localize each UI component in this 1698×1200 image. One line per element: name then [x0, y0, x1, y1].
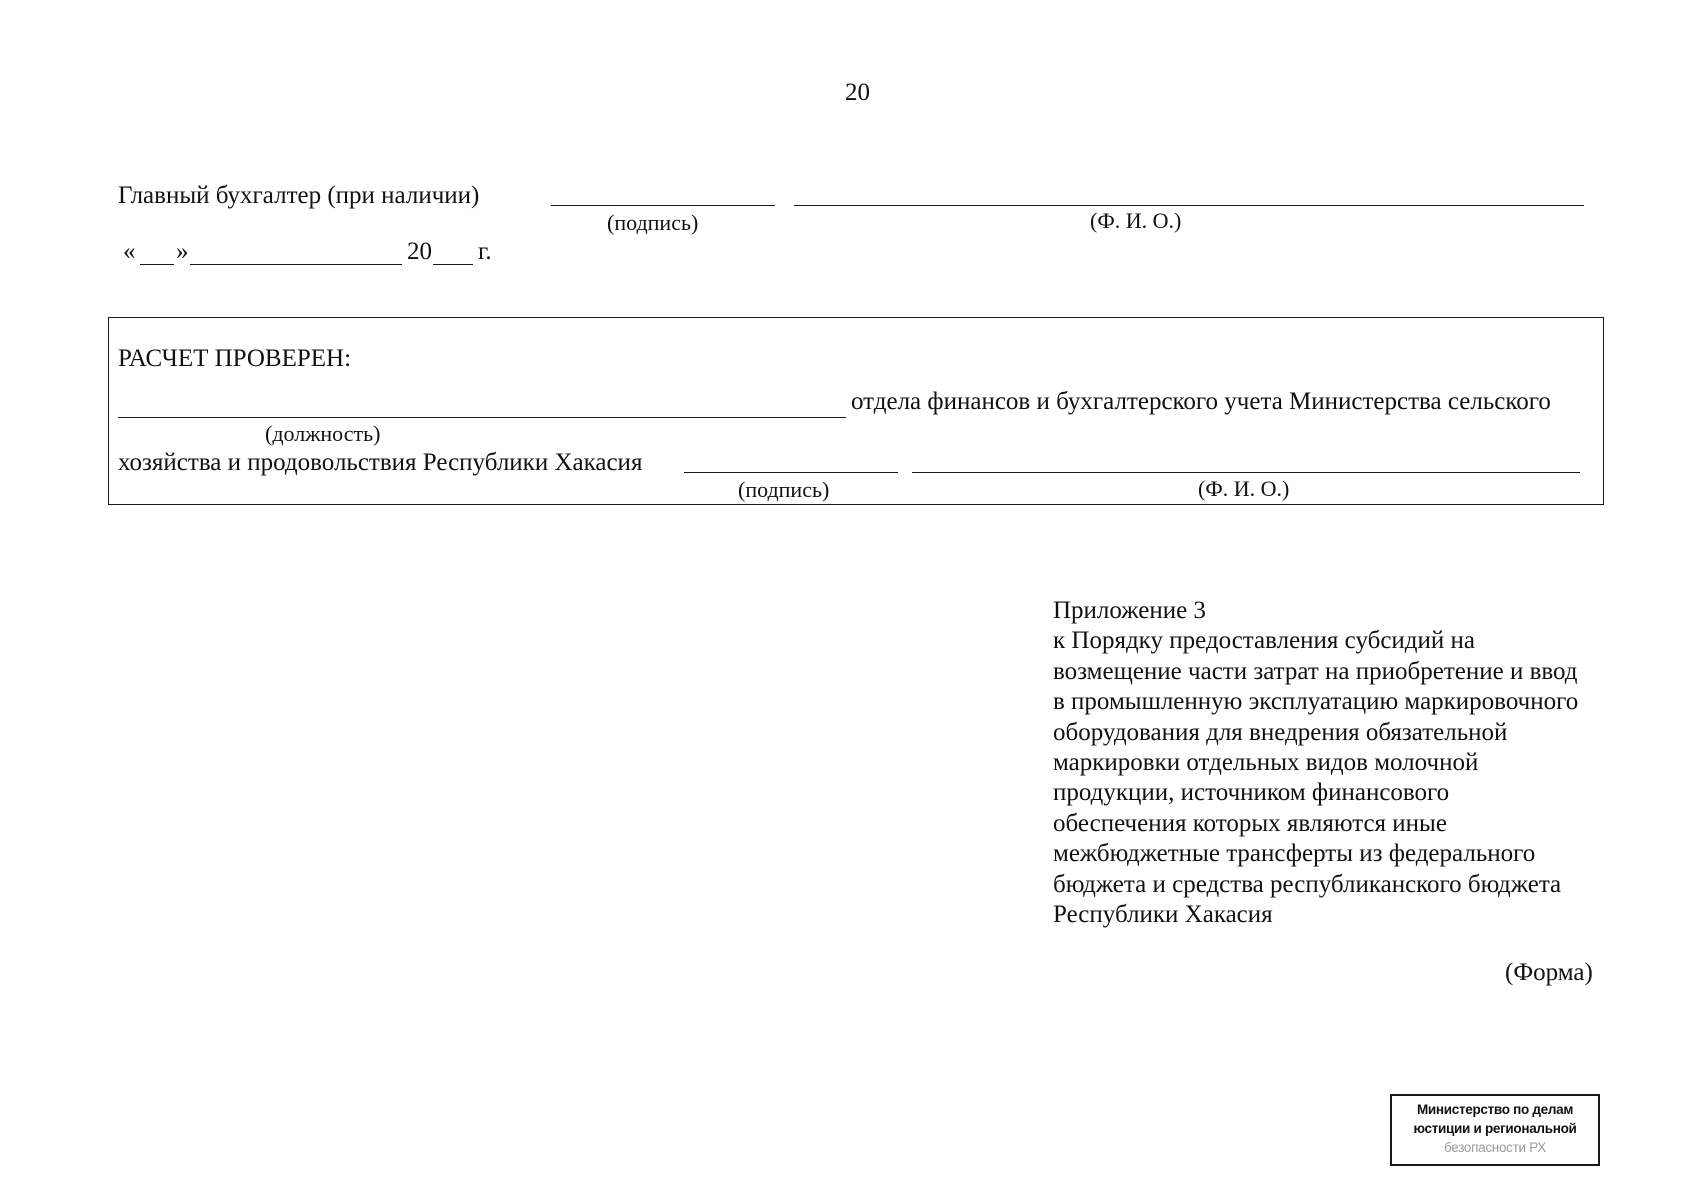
- chief-accountant-label: Главный бухгалтер (при наличии): [118, 182, 480, 209]
- stamp-line: безопасности РХ: [1444, 1140, 1546, 1155]
- page-number: 20: [845, 79, 870, 106]
- year-prefix: 20: [407, 238, 432, 265]
- name-line: [794, 205, 1584, 206]
- verifier-signature-line: [684, 472, 898, 473]
- appendix-line: продукции, источником финансового: [1053, 779, 1450, 807]
- day-line: [140, 264, 174, 265]
- stamp-line: юстиции и региональной: [1413, 1121, 1577, 1136]
- name-caption: (Ф. И. О.): [1090, 208, 1182, 233]
- appendix-line: бюджета и средства республиканского бюджета: [1053, 870, 1562, 898]
- verifier-name-line: [912, 472, 1580, 473]
- signature-line: [551, 205, 775, 206]
- appendix-line: в промышленную эксплуатацию маркировочного: [1053, 688, 1579, 716]
- signature-caption: (подпись): [607, 210, 699, 235]
- appendix-line: оборудования для внедрения обязательной: [1053, 718, 1508, 746]
- appendix-line: возмещение части затрат на приобретение и ввод: [1053, 657, 1578, 685]
- appendix-line: к Порядку предоставления субсидий на: [1053, 627, 1476, 655]
- month-line: [190, 264, 402, 265]
- verifier-signature-caption: (подпись): [738, 477, 830, 502]
- year-suffix: г.: [478, 238, 492, 265]
- date-open-quote: «: [123, 238, 136, 265]
- verifier-name-caption: (Ф. И. О.): [1198, 476, 1290, 501]
- appendix-header: [1053, 596, 1613, 930]
- appendix-line: обеспечения которых являются иные: [1053, 809, 1447, 837]
- registration-stamp: [1390, 1094, 1600, 1166]
- appendix-line: Республики Хакасия: [1053, 901, 1273, 929]
- appendix-line: маркировки отдельных видов молочной: [1053, 749, 1479, 777]
- verification-title: РАСЧЕТ ПРОВЕРЕН:: [118, 345, 352, 372]
- date-close-quote: »: [176, 238, 189, 265]
- position-line: [118, 417, 846, 418]
- ministry-text: хозяйства и продовольствия Республики Хакасия: [118, 449, 643, 476]
- form-label: (Форма): [1505, 959, 1593, 986]
- appendix-line: межбюджетные трансферты из федерального: [1053, 840, 1536, 868]
- appendix-line: Приложение 3: [1053, 597, 1206, 624]
- position-caption: (должность): [265, 421, 381, 446]
- department-text: отдела финансов и бухгалтерского учета Министерства сельского: [851, 388, 1551, 415]
- year-line: [433, 264, 473, 265]
- stamp-line: Министерство по делам: [1416, 1102, 1574, 1117]
